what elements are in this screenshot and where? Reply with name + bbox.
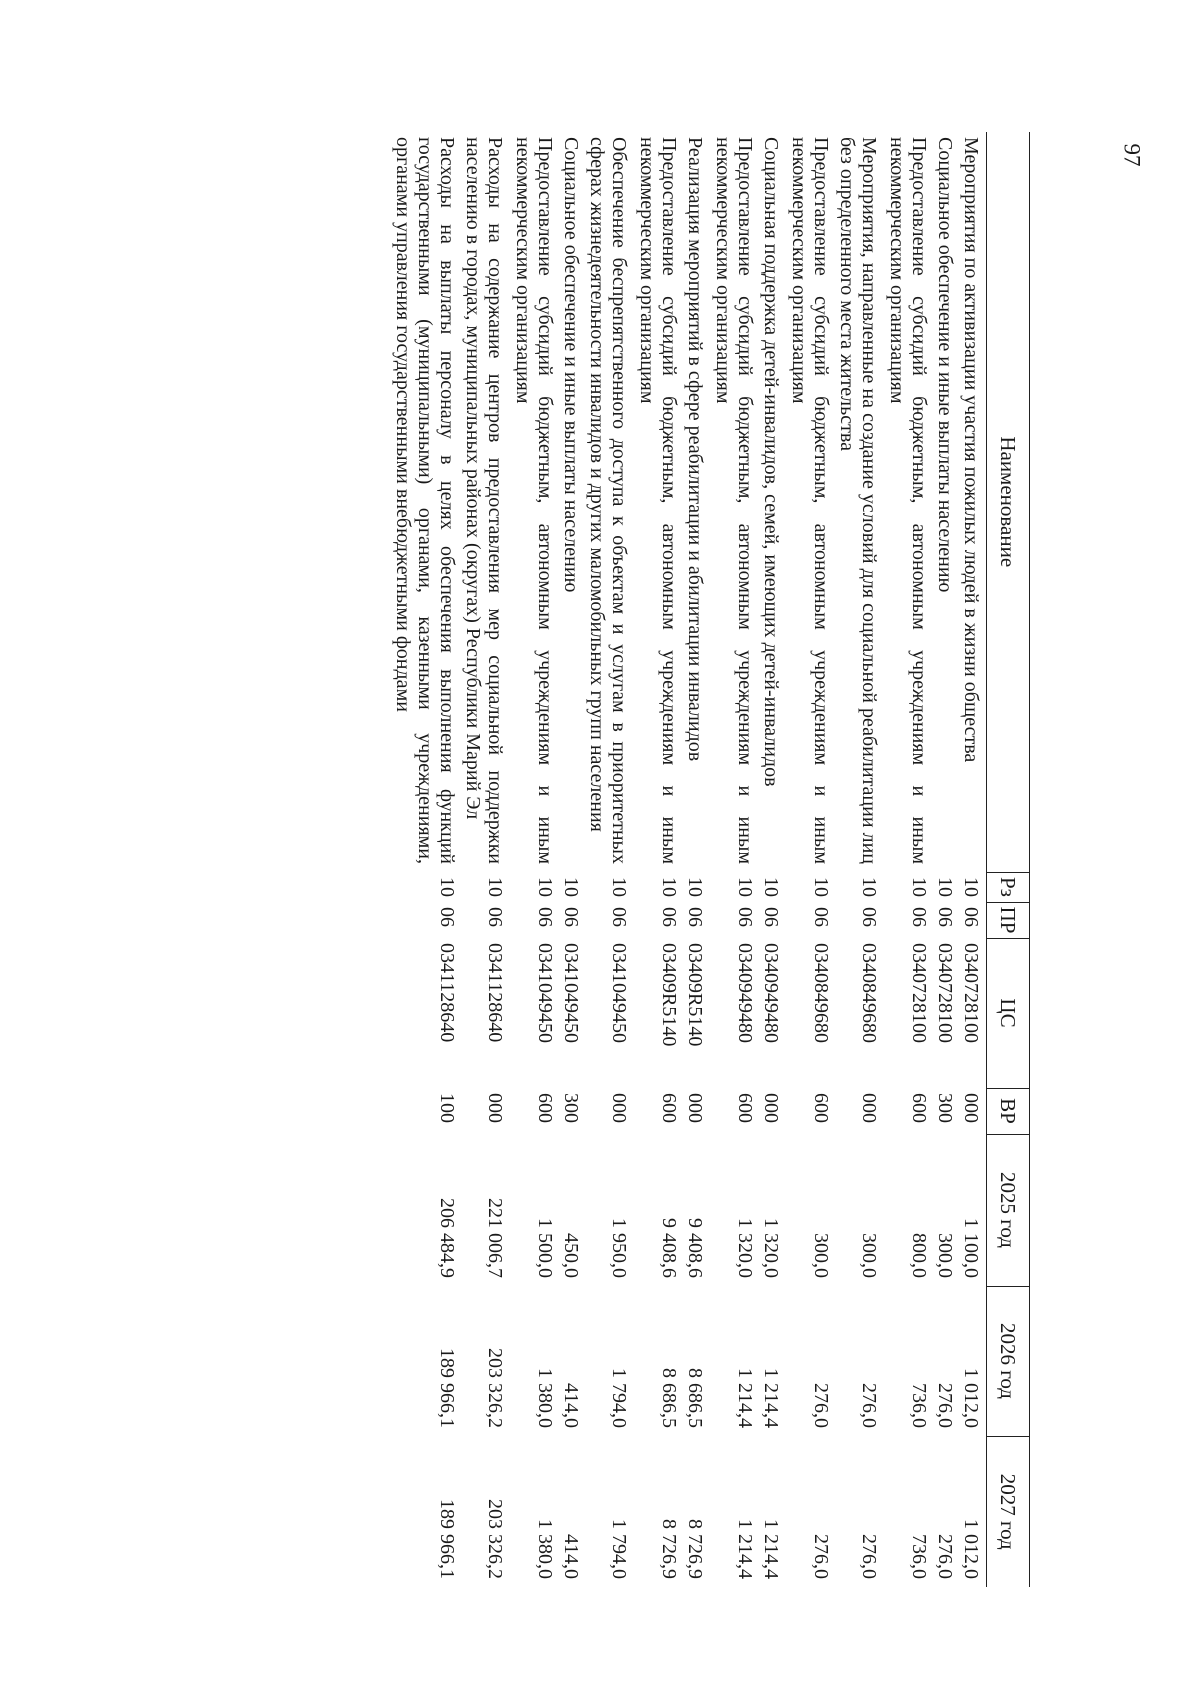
table-row: [884, 132, 932, 1587]
table-row: [558, 132, 584, 1587]
page-number: 97: [1119, 143, 1145, 167]
cell-y2027: 189 966,1: [436, 1499, 458, 1579]
cell-y2027: 203 326,2: [484, 1499, 506, 1579]
cell-pr: 06: [960, 907, 982, 927]
table-row: [834, 132, 884, 1587]
cell-rz: 10: [560, 877, 582, 897]
cell-y2025: 800,0: [908, 1233, 930, 1278]
cell-name: Мероприятия, направленные на создание условий для социальной реабилитации лиц без определенного места жительства: [836, 137, 880, 864]
table-row: [682, 132, 710, 1587]
cell-pr: 06: [684, 907, 706, 927]
table-row: [634, 132, 682, 1587]
cell-cs: 0341049450: [608, 943, 630, 1043]
cell-vr: 600: [534, 1093, 556, 1123]
table-row: [758, 132, 786, 1587]
cell-name: Расходы на выплаты персоналу в целях обеспечения выполнения функций государственными (муниципальными) органами, казенными учреждениями, органами управления государственными внебюджетными фондами: [392, 137, 458, 864]
cell-name: Предоставление субсидий бюджетным, автономным учреждениям и иным некоммерческим организациям: [788, 137, 832, 864]
cell-name: Социальное обеспечение и иные выплаты населению: [560, 137, 582, 593]
cell-y2026: 203 326,2: [484, 1348, 506, 1428]
cell-y2026: 1 380,0: [534, 1368, 556, 1428]
rotated-table-container: [170, 132, 1030, 1587]
cell-pr: 06: [810, 907, 832, 927]
cell-rz: 10: [810, 877, 832, 897]
cell-name: Социальная поддержка детей-инвалидов, семей, имеющих детей-инвалидов: [760, 137, 782, 787]
cell-rz: 10: [734, 877, 756, 897]
cell-pr: 06: [484, 907, 506, 927]
table-row: [390, 132, 460, 1587]
cell-y2026: 8 686,5: [684, 1368, 706, 1428]
cell-vr: 600: [810, 1093, 832, 1123]
table-row: [958, 132, 987, 1587]
header-2026: 2026 год: [987, 1286, 1030, 1436]
cell-vr: 000: [858, 1093, 880, 1123]
cell-rz: 10: [658, 877, 680, 897]
cell-name: Реализация мероприятий в сфере реабилитации и абилитации инвалидов: [684, 137, 706, 762]
cell-rz: 10: [534, 877, 556, 897]
cell-y2027: 414,0: [560, 1534, 582, 1579]
cell-y2026: 276,0: [810, 1383, 832, 1428]
cell-y2025: 1 320,0: [734, 1218, 756, 1278]
cell-pr: 06: [560, 907, 582, 927]
cell-name: Социальное обеспечение и иные выплаты населению: [934, 137, 956, 593]
cell-rz: 10: [436, 877, 458, 897]
cell-rz: 10: [684, 877, 706, 897]
table-row: [510, 132, 558, 1587]
cell-name: Предоставление субсидий бюджетным, автономным учреждениям и иным некоммерческим организациям: [886, 137, 930, 864]
header-2027: 2027 год: [987, 1436, 1030, 1587]
cell-vr: 000: [760, 1093, 782, 1123]
cell-y2025: 300,0: [810, 1233, 832, 1278]
header-pr: ПР: [987, 902, 1030, 938]
cell-cs: 0340949480: [734, 943, 756, 1043]
cell-cs: 03409R5140: [684, 943, 706, 1047]
budget-table: [390, 132, 1030, 1587]
cell-vr: 600: [658, 1093, 680, 1123]
cell-rz: 10: [908, 877, 930, 897]
cell-vr: 000: [960, 1093, 982, 1123]
cell-y2027: 276,0: [858, 1534, 880, 1579]
cell-name: Мероприятия по активизации участия пожилых людей в жизни общества: [960, 137, 982, 763]
cell-pr: 06: [760, 907, 782, 927]
cell-y2027: 276,0: [810, 1534, 832, 1579]
cell-vr: 600: [908, 1093, 930, 1123]
cell-vr: 100: [436, 1093, 458, 1123]
cell-vr: 300: [934, 1093, 956, 1123]
cell-y2025: 9 408,6: [658, 1218, 680, 1278]
cell-name: Расходы на содержание центров предоставления мер социальной поддержки населению в городах, муниципальных районах (округах) Республики Марий Эл: [462, 137, 506, 864]
cell-pr: 06: [734, 907, 756, 927]
cell-y2027: 8 726,9: [684, 1519, 706, 1579]
cell-rz: 10: [858, 877, 880, 897]
cell-cs: 0340949480: [760, 943, 782, 1043]
cell-name: Предоставление субсидий бюджетным, автономным учреждениям и иным некоммерческим организациям: [636, 137, 680, 864]
cell-y2025: 300,0: [858, 1233, 880, 1278]
cell-pr: 06: [608, 907, 630, 927]
cell-cs: 0340728100: [934, 943, 956, 1043]
cell-y2025: 206 484,9: [436, 1198, 458, 1278]
cell-rz: 10: [484, 877, 506, 897]
cell-pr: 06: [436, 907, 458, 927]
cell-y2026: 276,0: [858, 1383, 880, 1428]
cell-y2027: 276,0: [934, 1534, 956, 1579]
cell-y2027: 736,0: [908, 1534, 930, 1579]
table-row: [786, 132, 834, 1587]
cell-y2025: 1 100,0: [960, 1218, 982, 1278]
cell-cs: 0340849680: [858, 943, 880, 1043]
cell-y2026: 1 794,0: [608, 1368, 630, 1428]
cell-y2027: 1 214,4: [734, 1519, 756, 1579]
cell-cs: 0340728100: [960, 943, 982, 1043]
header-vr: ВР: [987, 1088, 1030, 1134]
cell-vr: 000: [684, 1093, 706, 1123]
cell-y2027: 8 726,9: [658, 1519, 680, 1579]
cell-name: Предоставление субсидий бюджетным, автономным учреждениям и иным некоммерческим организациям: [512, 137, 556, 864]
table-row: [460, 132, 510, 1587]
table-row: [584, 132, 634, 1587]
cell-cs: 03409R5140: [658, 943, 680, 1047]
cell-rz: 10: [608, 877, 630, 897]
cell-pr: 06: [908, 907, 930, 927]
cell-cs: 0341049450: [534, 943, 556, 1043]
cell-name: Предоставление субсидий бюджетным, автономным учреждениям и иным некоммерческим организациям: [712, 137, 756, 864]
cell-y2025: 300,0: [934, 1233, 956, 1278]
cell-y2026: 1 214,4: [760, 1368, 782, 1428]
cell-pr: 06: [534, 907, 556, 927]
cell-y2026: 189 966,1: [436, 1348, 458, 1428]
cell-y2027: 1 794,0: [608, 1519, 630, 1579]
cell-vr: 300: [560, 1093, 582, 1123]
cell-rz: 10: [760, 877, 782, 897]
cell-vr: 600: [734, 1093, 756, 1123]
cell-y2025: 450,0: [560, 1233, 582, 1278]
table-row: [710, 132, 758, 1587]
cell-y2027: 1 380,0: [534, 1519, 556, 1579]
cell-y2026: 1 214,4: [734, 1368, 756, 1428]
cell-name: Обеспечение беспрепятственного доступа к объектам и услугам в приоритетных сферах жизнедеятельности инвалидов и других маломобильных групп населения: [586, 137, 630, 864]
cell-pr: 06: [658, 907, 680, 927]
header-rz: Рз: [987, 872, 1030, 902]
cell-cs: 0340849680: [810, 943, 832, 1043]
table-row: [932, 132, 958, 1587]
cell-pr: 06: [934, 907, 956, 927]
cell-pr: 06: [858, 907, 880, 927]
cell-y2027: 1 214,4: [760, 1519, 782, 1579]
table-header: [987, 132, 1030, 1587]
cell-y2025: 9 408,6: [684, 1218, 706, 1278]
cell-y2025: 1 950,0: [608, 1218, 630, 1278]
cell-y2026: 414,0: [560, 1383, 582, 1428]
cell-y2026: 8 686,5: [658, 1368, 680, 1428]
cell-y2026: 736,0: [908, 1383, 930, 1428]
header-2025: 2025 год: [987, 1134, 1030, 1286]
cell-y2025: 1 500,0: [534, 1218, 556, 1278]
table-body: [390, 132, 987, 1587]
cell-vr: 000: [484, 1093, 506, 1123]
cell-cs: 0340728100: [908, 943, 930, 1043]
header-name: Наименование: [987, 132, 1030, 872]
cell-y2025: 1 320,0: [760, 1218, 782, 1278]
cell-cs: 0341128640: [436, 943, 458, 1043]
cell-vr: 000: [608, 1093, 630, 1123]
cell-rz: 10: [934, 877, 956, 897]
cell-y2025: 221 006,7: [484, 1198, 506, 1278]
cell-cs: 0341128640: [484, 943, 506, 1043]
cell-y2027: 1 012,0: [960, 1519, 982, 1579]
cell-y2026: 276,0: [934, 1383, 956, 1428]
cell-cs: 0341049450: [560, 943, 582, 1043]
cell-rz: 10: [960, 877, 982, 897]
cell-y2026: 1 012,0: [960, 1368, 982, 1428]
header-cs: ЦС: [987, 938, 1030, 1088]
